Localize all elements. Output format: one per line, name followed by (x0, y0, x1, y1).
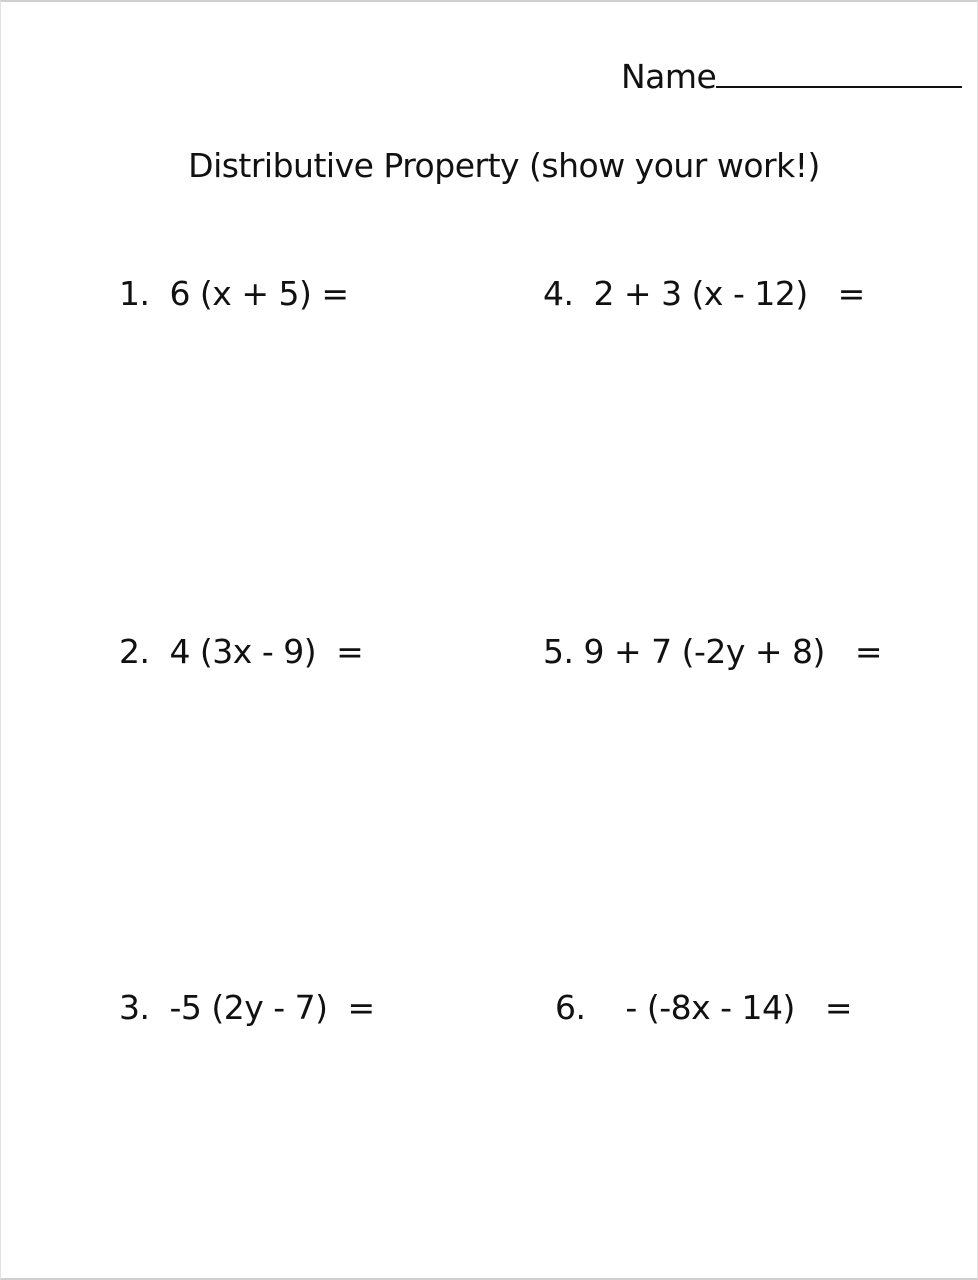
name-label: Name (621, 57, 717, 96)
name-field (621, 57, 962, 97)
problem-number: 5. (542, 632, 574, 671)
problem-number: 4. (542, 274, 574, 313)
problem-2 (79, 592, 363, 712)
worksheet-title: Distributive Property (show your work!) (188, 146, 820, 185)
problem-number: 2. (118, 632, 150, 671)
problem-5 (503, 592, 882, 712)
problem-expression: 2 + 3 (x - 12) = (573, 274, 865, 313)
problem-number: 1. (118, 274, 150, 313)
name-blank-line (716, 86, 962, 88)
problem-number: 3. (118, 988, 150, 1027)
problem-1 (79, 234, 348, 354)
problem-expression: - (-8x - 14) = (585, 988, 853, 1027)
problem-3 (79, 948, 375, 1068)
problem-expression: -5 (2y - 7) = (149, 988, 375, 1027)
problem-number: 6. (554, 988, 586, 1027)
problem-expression: 6 (x + 5) = (149, 274, 349, 313)
problem-expression: 4 (3x - 9) = (149, 632, 364, 671)
problem-4 (503, 234, 865, 354)
problem-6 (515, 948, 852, 1068)
problem-expression: 9 + 7 (-2y + 8) = (573, 632, 882, 671)
